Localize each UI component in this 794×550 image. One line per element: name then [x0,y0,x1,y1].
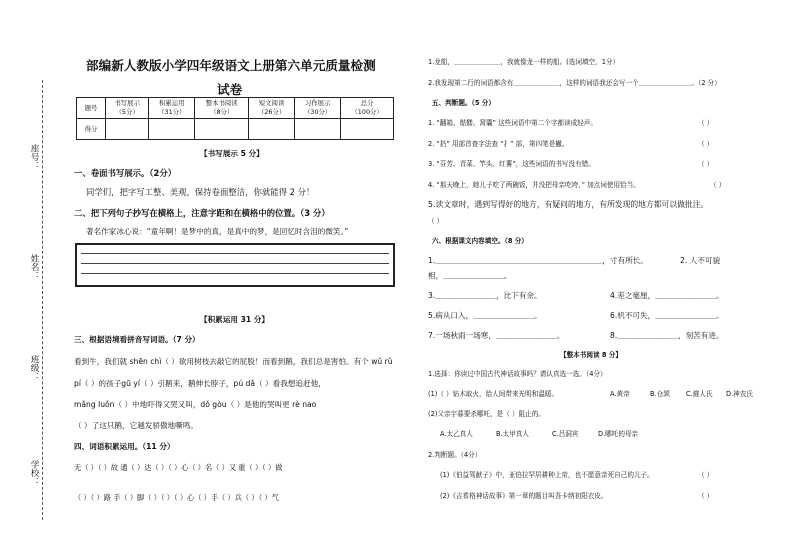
score-header: 积累运用 （31分） [149,98,195,119]
score-header: 习作展示 （30分） [295,98,341,119]
judge-3-paren[interactable]: （ ） [698,160,714,168]
book-judge-1-paren[interactable]: （ ） [698,471,714,479]
judge-2-paren[interactable]: （ ） [698,140,714,148]
school-label: 学校： [29,460,39,486]
fill-3[interactable]: 3.＿＿＿＿＿＿＿＿，比下有余。 [428,291,542,300]
book-q2-d[interactable]: D.哪吒的母亲 [598,430,639,438]
q2-title: 二、把下列句子抄写在横格上，注意字距和在横格中的位置。（3 分） [74,208,330,218]
fill-2-end[interactable]: 相，＿＿＿＿＿＿＿＿。 [428,271,512,280]
score-table [76,97,394,140]
page-title: 部编新人教版小学四年级语文上册第六单元质量检测 [86,58,376,73]
fill-6[interactable]: 6.机不可失，＿＿＿＿＿＿＿＿。 [610,311,724,320]
q3-title: 三、根据语境看拼音写词语。（7 分） [74,335,200,344]
book-q2-b[interactable]: B.太甲真人 [496,430,529,438]
judge-1-paren[interactable]: （ ） [698,119,714,127]
score-header: 书写展示 （5分） [106,98,149,119]
q3-line-1: 看到牛，我们就 shēn chì（ ）欲用树枝去敲它的屁股！而看到鹅，我们总是害怕。有个 wǔ rǔ [74,357,393,366]
page-title-2: 试卷 [217,82,243,97]
section-writing: 【书写展示 5 分】 [200,149,264,158]
name-label: 姓名： [29,254,39,280]
q1-body: 同学们，把字写工整、美观，保持卷面整洁，你就能得 2 分！ [86,187,315,197]
section-accum: 【积累运用 31 分】 [200,315,270,324]
book-q1-b[interactable]: B.仓颉 [650,390,670,398]
judge-5-paren[interactable]: （ ） [428,217,444,225]
seat-label: 座号： [29,144,39,170]
score-row-label: 得分 [77,119,106,140]
book-q1-c[interactable]: C.燧人氏 [686,390,713,398]
fill-1[interactable]: 1.＿＿＿＿＿＿＿＿＿＿＿＿＿＿＿＿＿＿＿＿＿＿，寸有所长。 [428,256,648,265]
book-judge-2-paren[interactable]: （ ） [698,492,714,500]
judge-2: 2. “扔” 用部首查字法查 “扌” 部，第四笔是撇。 [428,140,569,148]
book-intro: 1.选择：你读过中国古代神话故事吗？请认真选一选。（4分） [428,370,607,378]
score-cell[interactable] [106,119,149,140]
binding-line [42,80,43,520]
fill-4[interactable]: 4.差之毫厘，＿＿＿＿＿＿＿＿。 [610,291,724,300]
book-q1-a[interactable]: A.黄帝 [610,390,630,398]
score-cell[interactable] [295,119,341,140]
q4-line-1: 无（ ）（ ）故 通（ ）达（ ）（ ）心（ ）名（ ）又 重（ ）（ ）做 [74,463,283,472]
q4-title: 四、词语积累运用。（11 分） [74,442,175,451]
q2-body: 著名作家冰心说：“童年啊！是梦中的真，是真中的梦，是回忆时含泪的微笑。” [86,227,349,236]
q5-title: 五、判断题。（5 分） [432,99,495,107]
book-judge-1: (1)《伯益驾献子》中，亚伯拉罕居耕种上帝，也不愿意亲死自己的儿子。 [440,471,654,479]
judge-4: 4. “那天晚上，她儿子吃了两碗饭，并没把母亲吃垮，” 加点词使用恰当。 [428,181,640,189]
q6-title: 六、根据课文内容填空。（8 分） [432,237,528,245]
q3-line-4: （ ）了这只鹅，它越发骄傲地嘶鸣。 [74,421,198,430]
r2-question: 2.我发现第二行的词语都含有＿＿＿＿＿＿＿，这样的词语我还会写一个＿＿＿＿＿＿＿＿。（2 分） [428,79,721,87]
score-cell[interactable] [249,119,295,140]
score-header: 题号 [77,98,106,119]
score-header: 整本书阅读 （8分） [195,98,249,119]
fill-8[interactable]: 8.＿＿＿＿＿＿＿＿，刻苦有进。 [610,331,724,340]
r1-question: 1.龙船，＿＿＿＿＿＿＿，我就像龙一样的船。(选词填空，1分） [428,58,620,66]
judge-1: 1. “翻箱、骷髅、窝囊” 这些词语中第二个字都读成轻声。 [428,119,597,127]
q4-line-2: （ ）（ ）路 手（ ）脚（ ）（ ）（ ）心（ ）手（ ）兵（ ）（ ）气 [74,493,279,502]
score-cell[interactable] [149,119,195,140]
judge-5: 5.读文章时，遇到写得好的地方，有疑问的地方，有所发现的地方都可以做批注。 [428,200,709,209]
fill-5[interactable]: 5.病从口入，＿＿＿＿＿＿＿＿。 [428,311,542,320]
judge-4-paren[interactable]: （ ） [710,181,726,189]
book-judge-title: 2.判断题。（4分） [428,451,482,459]
copy-writing-box[interactable] [75,243,395,287]
q3-line-3: mǎng luǒn（ ）中地吓得又哭又叫，dǒ gòu（ ）是他的哭叫更 rè nao [74,400,317,409]
book-q1: (1)（ ）钻木取火，给人间带来光明和温暖。 [428,390,559,398]
judge-3: 3. “芬芳、青菜、竿头、红薯”，这些词语的书写没有错。 [428,160,595,168]
book-q1-d[interactable]: D.神农氏 [726,390,753,398]
section-book: 【整本书阅读 8 分】 [560,351,622,359]
score-header: 总分 （100分） [341,98,394,119]
book-q2-c[interactable]: C.吕洞宾 [552,430,579,438]
book-judge-2: (2)《吉希格神话故事》第一章的题目叫吾卡纳初阳衣皮。 [440,492,608,500]
score-cell[interactable] [341,119,394,140]
q3-line-2: pí（ ）的孩子gū yí（ ）引鹅来，鹅伸长脖子，pú dǎ（ ）看我想追赶他， [74,379,326,388]
score-header: 短文阅读 （26分） [249,98,295,119]
book-q2-a[interactable]: A.太乙真人 [440,430,473,438]
fill-2-start: 2. 人不可貌 [680,256,721,265]
score-cell[interactable] [195,119,249,140]
q1-title: 一、卷面书写展示。（2分） [74,168,177,178]
book-q2: (2)父亲宇暮要杀哪吒，是（ ）阻止的。 [428,410,545,418]
class-label: 班级： [29,355,39,381]
fill-7[interactable]: 7.一场秋雨一场寒，＿＿＿＿＿＿＿＿。 [428,331,565,340]
